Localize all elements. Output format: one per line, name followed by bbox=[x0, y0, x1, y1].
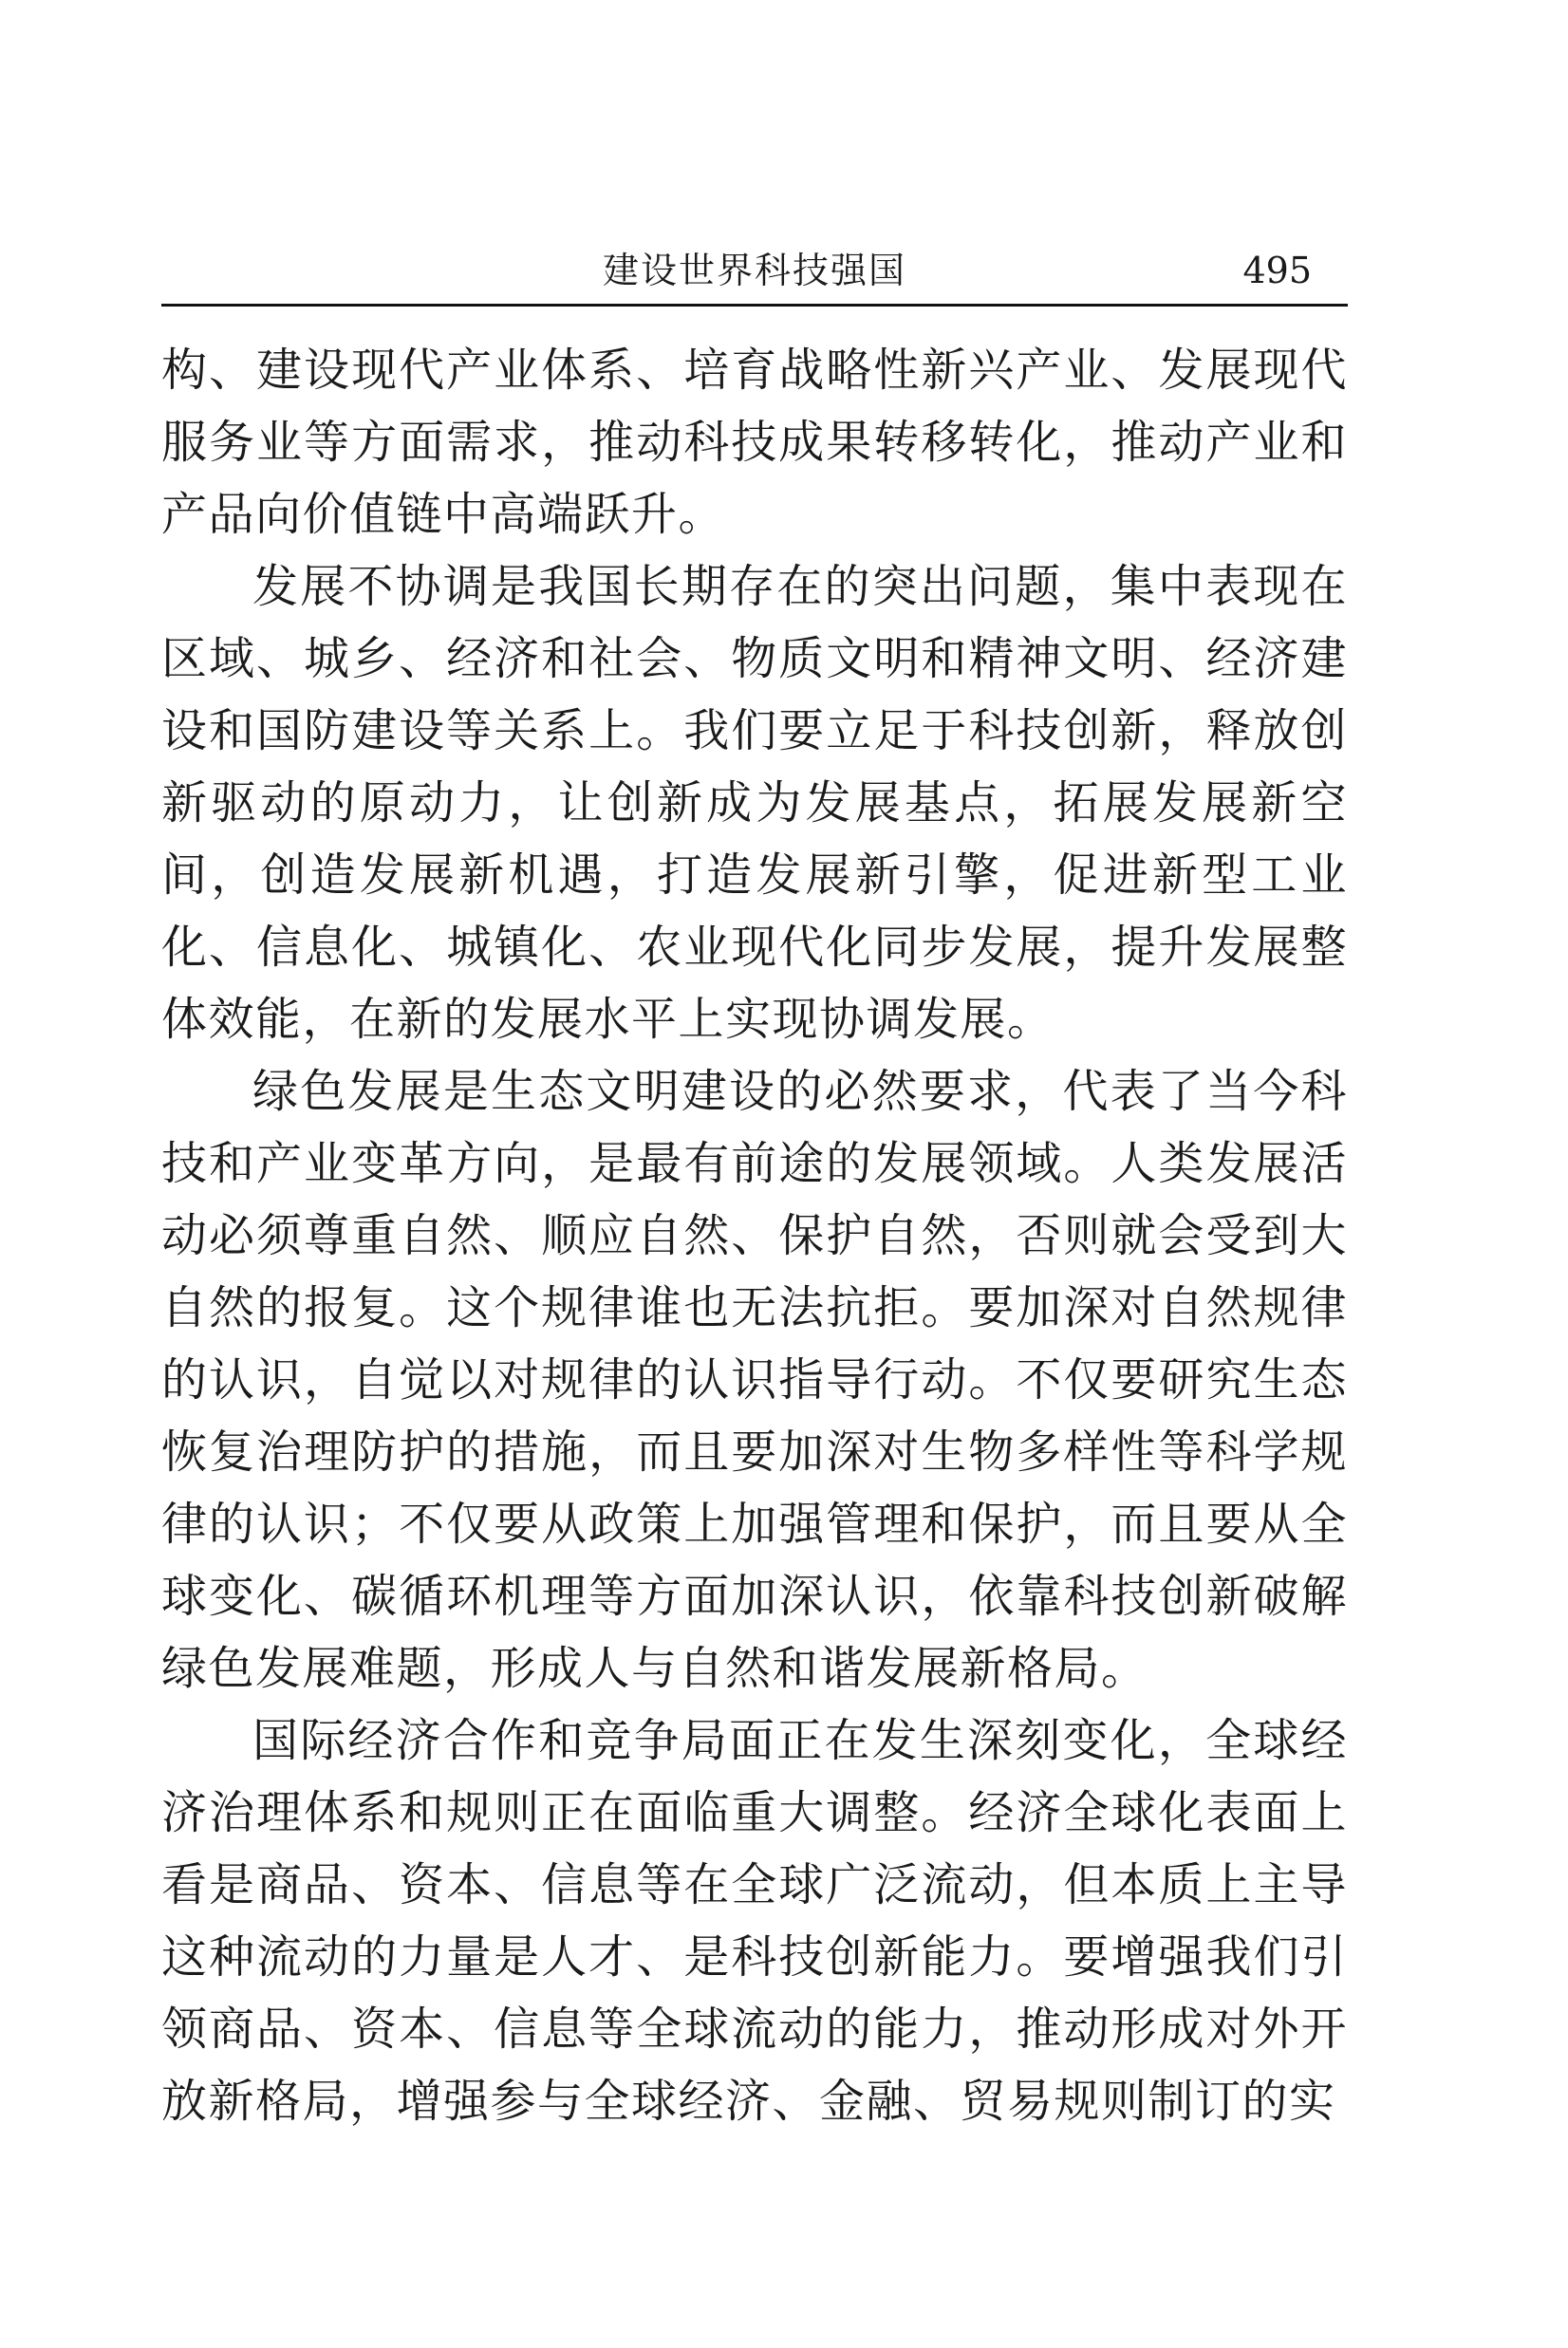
paragraph: 绿色发展是生态文明建设的必然要求，代表了当今科技和产业变革方向，是最有前途的发展领域。人类发展活动必须尊重自然、顺应自然、保护自然，否则就会受到大自然的报复。这个规律谁也无法抗拒。要加深对自然规律的认识，自觉以对规律的认识指导行动。不仅要研究生态恢复治理防护的措施，而且要加深对生物多样性等科学规律的认识；不仅要从政策上加强管理和保护，而且要从全球变化、碳循环机理等方面加深认识，依靠科技创新破解绿色发展难题，形成人与自然和谐发展新格局。 bbox=[161, 1065, 1348, 1695]
paragraph-continued: 构、建设现代产业体系、培育战略性新兴产业、发展现代服务业等方面需求，推动科技成果转移转化，推动产业和产品向价值链中高端跃升。 bbox=[161, 344, 1348, 541]
running-header bbox=[161, 242, 1348, 299]
page-number: 495 bbox=[1242, 250, 1312, 291]
body-text bbox=[161, 334, 1348, 2137]
paragraph: 国际经济合作和竞争局面正在发生深刻变化，全球经济治理体系和规则正在面临重大调整。经济全球化表面上看是商品、资本、信息等在全球广泛流动，但本质上主导这种流动的力量是人才、是科技创新能力。要增强我们引领商品、资本、信息等全球流动的能力，推动形成对外开放新格局，增强参与全球经济、金融、贸易规则制订的实 bbox=[161, 1714, 1348, 2128]
header-rule bbox=[161, 304, 1348, 307]
running-title: 建设世界科技强国 bbox=[602, 250, 906, 291]
paragraph: 发展不协调是我国长期存在的突出问题，集中表现在区域、城乡、经济和社会、物质文明和精神文明、经济建设和国防建设等关系上。我们要立足于科技创新，释放创新驱动的原动力，让创新成为发展基点，拓展发展新空间，创造发展新机遇，打造发展新引擎，促进新型工业化、信息化、城镇化、农业现代化同步发展，提升发展整体效能，在新的发展水平上实现协调发展。 bbox=[161, 560, 1348, 1046]
